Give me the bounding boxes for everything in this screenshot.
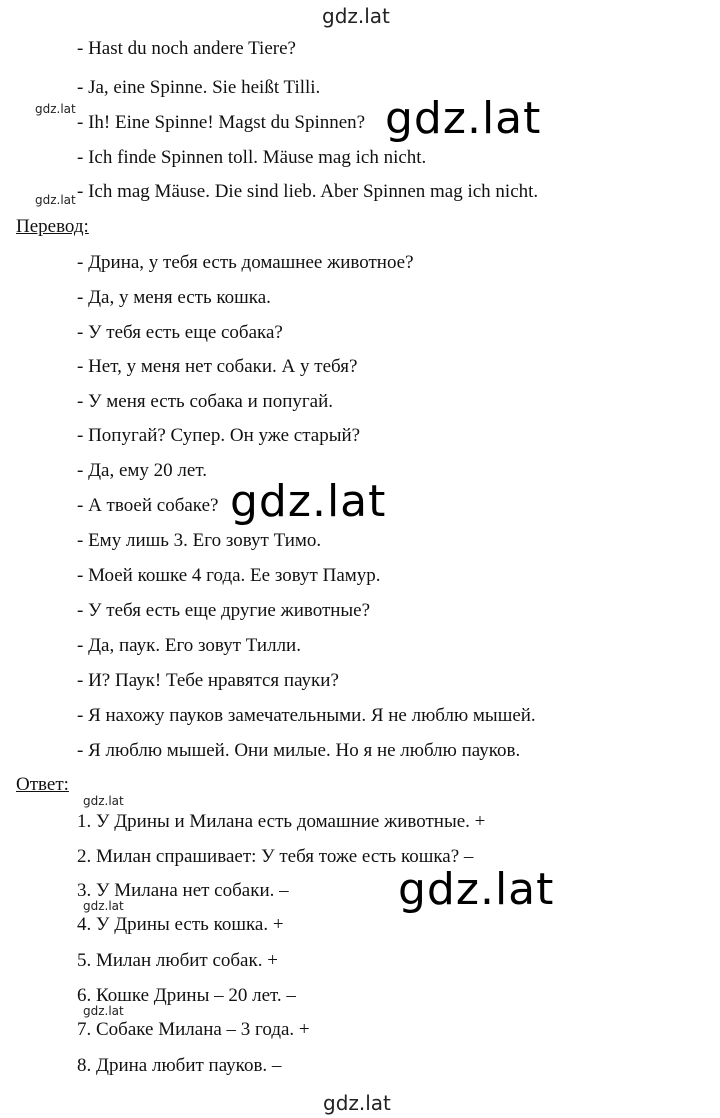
translation-line: - У тебя есть еще собака? bbox=[77, 322, 283, 343]
translation-line: - Нет, у меня нет собаки. А у тебя? bbox=[77, 356, 358, 377]
translation-line: - Да, у меня есть кошка. bbox=[77, 287, 271, 308]
dialogue-line: - Hast du noch andere Tiere? bbox=[77, 38, 296, 59]
translation-line: - Я нахожу пауков замечательными. Я не люблю мышей. bbox=[77, 705, 536, 726]
translation-line: - А твоей собаке? bbox=[77, 495, 219, 516]
watermark-small: gdz.lat bbox=[35, 193, 76, 207]
dialogue-line: - Ja, eine Spinne. Sie heißt Tilli. bbox=[77, 77, 321, 98]
translation-line: - Дрина, у тебя есть домашнее животное? bbox=[77, 252, 414, 273]
answer-line: 3. У Милана нет собаки. – bbox=[77, 880, 289, 901]
answer-line: 7. Собаке Милана – 3 года. + bbox=[77, 1019, 310, 1040]
translation-heading: Перевод: bbox=[16, 216, 89, 237]
answer-heading: Ответ: bbox=[16, 774, 69, 795]
watermark-bottom: gdz.lat bbox=[323, 1091, 391, 1115]
watermark-small: gdz.lat bbox=[35, 102, 76, 116]
dialogue-line: - Ich mag Mäuse. Die sind lieb. Aber Spinnen mag ich nicht. bbox=[77, 181, 539, 202]
watermark-small: gdz.lat bbox=[83, 794, 124, 808]
watermark-top: gdz.lat bbox=[322, 4, 390, 28]
watermark-large: gdz.lat bbox=[385, 93, 542, 144]
dialogue-line: - Ich finde Spinnen toll. Mäuse mag ich nicht. bbox=[77, 147, 427, 168]
answer-line: 6. Кошке Дрины – 20 лет. – bbox=[77, 985, 296, 1006]
answer-line: 2. Милан спрашивает: У тебя тоже есть кошка? – bbox=[77, 846, 474, 867]
answer-line: 4. У Дрины есть кошка. + bbox=[77, 914, 284, 935]
answer-line: 8. Дрина любит пауков. – bbox=[77, 1055, 282, 1076]
watermark-small: gdz.lat bbox=[83, 899, 124, 913]
translation-line: - Моей кошке 4 года. Ее зовут Памур. bbox=[77, 565, 381, 586]
answer-line: 1. У Дрины и Милана есть домашние животные. + bbox=[77, 811, 486, 832]
watermark-small: gdz.lat bbox=[83, 1004, 124, 1018]
translation-line: - У меня есть собака и попугай. bbox=[77, 391, 334, 412]
translation-line: - Да, ему 20 лет. bbox=[77, 460, 207, 481]
translation-line: - Ему лишь 3. Его зовут Тимо. bbox=[77, 530, 322, 551]
translation-line: - Я люблю мышей. Они милые. Но я не люблю пауков. bbox=[77, 740, 521, 761]
watermark-large: gdz.lat bbox=[230, 476, 387, 527]
dialogue-line: - Ih! Eine Spinne! Magst du Spinnen? bbox=[77, 112, 366, 133]
translation-line: - Да, паук. Его зовут Тилли. bbox=[77, 635, 301, 656]
watermark-large: gdz.lat bbox=[398, 864, 555, 915]
translation-line: - И? Паук! Тебе нравятся пауки? bbox=[77, 670, 339, 691]
translation-line: - Попугай? Супер. Он уже старый? bbox=[77, 425, 361, 446]
answer-line: 5. Милан любит собак. + bbox=[77, 950, 278, 971]
translation-line: - У тебя есть еще другие животные? bbox=[77, 600, 371, 621]
